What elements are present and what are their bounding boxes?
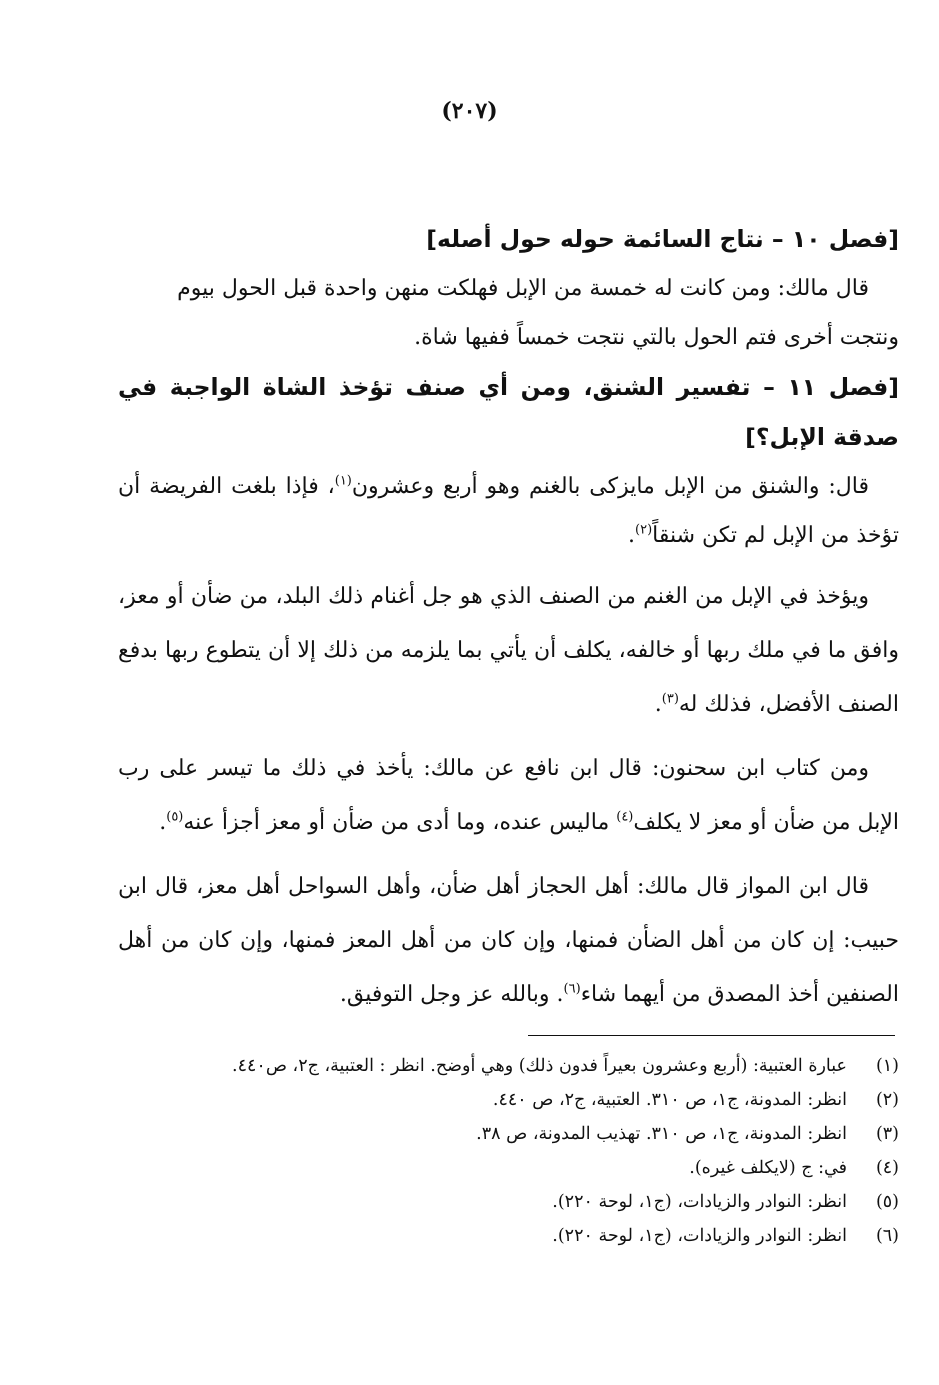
paragraph-text: . وبالله عز وجل التوفيق. [339,982,564,1007]
paragraph [118,742,899,850]
footnote-text: انظر: النوادر والزيادات، (ج١، لوحة ٢٢٠). [552,1192,847,1212]
footnote-number: (٦) [875,1226,899,1246]
footnote-ref: (٥) [166,809,184,825]
footnote-number: (٤) [875,1158,899,1178]
footnote-ref: (٦) [563,981,581,997]
paragraph-text: ومن كتاب ابن سحنون: قال ابن نافع عن مالك: يأخذ في ذلك ما تيسر على رب الإبل من ضأن أو معز لا يكلف [118,756,899,835]
main-text [118,214,899,1022]
footnote-text: انظر: المدونة، ج١، ص ٣١٠. العتبية، ج٢، ص ٤٤٠. [492,1090,847,1110]
footnote [118,1185,899,1219]
footnote-ref: (٢) [635,522,653,538]
footnote-separator [528,1035,895,1036]
paragraph-text: قال ابن المواز قال مالك: أهل الحجاز أهل ضأن، وأهل السواحل أهل معز، قال ابن حبيب: إن كان من أهل الضأن فمنها، وإن كان من أهل المعز فمنها، وإن كان من أهل الصنفين أخذ المصدق من أيهما شاء [118,874,899,1007]
footnote-text: عبارة العتبية: (أربع وعشرون بعيراً فدون ذلك) وهي أوضح. انظر : العتبية، ج٢، ص٤٤٠. [232,1056,847,1076]
footnote-text: انظر: النوادر والزيادات، (ج١، لوحة ٢٢٠). [552,1226,847,1246]
footnote-number: (٢) [875,1090,899,1110]
section-heading-11: [فصل ١١ – تفسير الشنق، ومن أي صنف تؤخذ الشاة الواجبة في صدقة الإبل؟] [118,373,899,451]
footnote [118,1117,899,1151]
paragraph-text: . [628,523,635,548]
paragraph-text: ، فإذا بلغت الفريضة أن تؤخذ من الإبل لم تكن شنقاً [118,474,899,548]
paragraph-line: قال مالك: ومن كانت له خمسة من الإبل فهلكت منهن واحدة قبل الحول بيوم [177,276,869,301]
paragraph-text: ويؤخذ في الإبل من الغنم من الصنف الذي هو جل أغنام ذلك البلد، من ضأن أو معز، وافق ما في ملك ربها أو خالفه، يكلف أن يأتي بما يلزمه من ذلك إلا أن يتطوع ربها بدفع الصنف الأفضل، فذلك له [118,584,900,717]
paragraph [118,462,899,560]
footnote-ref: (٣) [661,691,679,707]
paragraph-text: . [159,810,167,835]
paragraph-text: قال: والشنق من الإبل مايزكى بالغنم وهو أربع وعشرون [351,474,870,499]
footnote-text: انظر: المدونة، ج١، ص ٣١٠. تهذيب المدونة، ص ٣٨. [476,1124,847,1144]
footnote [118,1219,899,1253]
paragraph-line: ونتجت أخرى فتم الحول بالتي نتجت خمساً ففيها شاة. [414,325,899,350]
footnote-ref: (١) [334,473,352,489]
footnote [118,1049,899,1083]
paragraph [118,570,899,732]
footnote-number: (٥) [875,1192,899,1212]
page-number: (٢٠٧) [441,98,498,124]
paragraph-text: ماليس عنده، وما أدى من ضأن أو معز أجزأ عنه [183,810,617,835]
footnotes [118,1049,899,1253]
paragraph [118,264,899,362]
paragraph-text: . [654,692,662,717]
section-heading-10: [فصل ١٠ – نتاج السائمة حوله حول أصله] [426,225,899,253]
footnote-ref: (٤) [616,809,634,825]
footnote-number: (١) [875,1056,899,1076]
footnote-number: (٣) [875,1124,899,1144]
footnote [118,1151,899,1185]
paragraph [118,860,899,1022]
footnote [118,1083,899,1117]
footnote-text: في: ج (لايكلف غيره). [689,1158,847,1178]
